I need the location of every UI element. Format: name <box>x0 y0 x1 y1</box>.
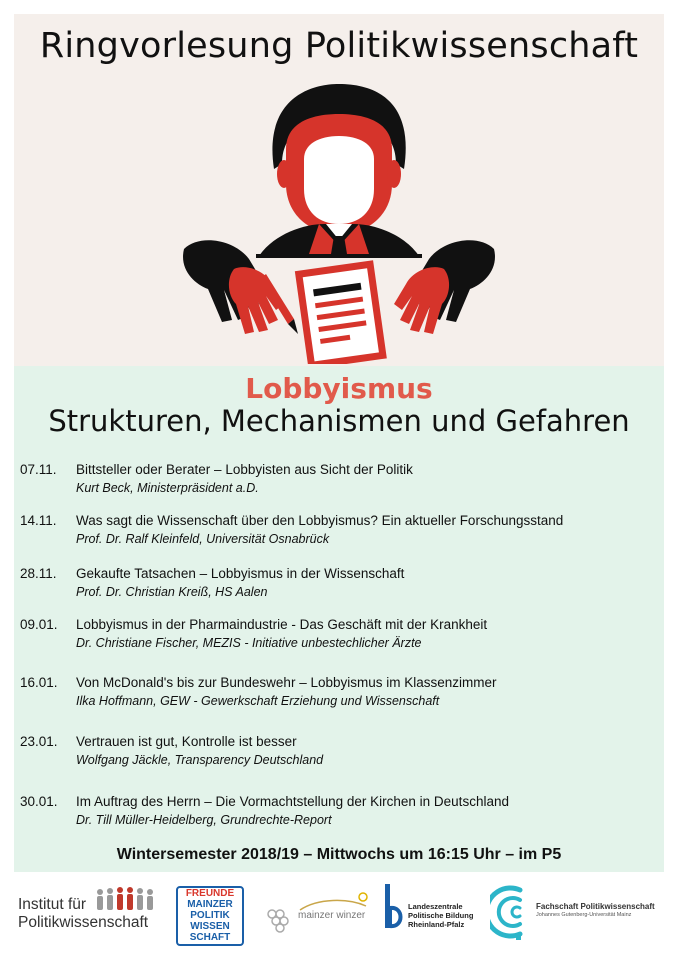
fachschaft-subtitle: Johannes Gutenberg-Universität Mainz <box>536 912 632 918</box>
institut-logo <box>18 886 168 936</box>
lecture-date: 30.01. <box>20 794 58 809</box>
lecture-speaker: Kurt Beck, Ministerpräsident a.D. <box>76 481 259 495</box>
fachschaft-mark-icon <box>490 882 536 942</box>
lecture-title: Bittsteller oder Berater – Lobbyisten aus Sicht der Politik <box>76 462 413 477</box>
lecture-speaker: Dr. Till Müller-Heidelberg, Grundrechte-Report <box>76 813 332 827</box>
topic-title: Lobbyismus <box>245 372 433 405</box>
document-icon <box>299 264 383 364</box>
winzer-logo <box>264 898 374 942</box>
winzer-text: mainzer winzer <box>298 910 366 921</box>
grape-icon <box>264 898 294 938</box>
lecture-date: 28.11. <box>20 566 57 581</box>
lecture-speaker: Prof. Dr. Ralf Kleinfeld, Universität Osnabrück <box>76 532 330 546</box>
lpb-line3: Rheinland-Pfalz <box>408 920 465 929</box>
fachschaft-logo <box>490 882 660 942</box>
sun-icon <box>358 892 368 902</box>
fachschaft-title: Fachschaft Politikwissenschaft <box>536 902 655 911</box>
face-mask <box>304 136 374 224</box>
lecture-speaker: Wolfgang Jäckle, Transparency Deutschland <box>76 753 324 767</box>
lpb-mark-icon <box>382 884 404 934</box>
freunde-logo: FREUNDE MAINZER POLITIK WISSEN SCHAFT <box>176 886 244 946</box>
lobbyist-illustration <box>164 64 514 364</box>
page-title: Ringvorlesung Politikwissenschaft <box>39 26 639 66</box>
ipw-line2: Politikwissenschaft <box>18 914 149 931</box>
lecture-date: 16.01. <box>20 675 58 690</box>
topic-subtitle: Strukturen, Mechanismen und Gefahren <box>48 404 630 438</box>
program-section <box>14 366 664 872</box>
lpb-line1: Landeszentrale <box>408 902 463 911</box>
lecture-speaker: Ilka Hoffmann, GEW - Gewerkschaft Erziehung und Wissenschaft <box>76 694 440 708</box>
ipw-line1: Institut für <box>18 896 87 913</box>
lecture-date: 09.01. <box>20 617 58 632</box>
lecture-date: 07.11. <box>20 462 57 477</box>
lecture-title: Im Auftrag des Herrn – Die Vormachtstellung der Kirchen in Deutschland <box>76 794 509 809</box>
lecture-title: Von McDonald's bis zur Bundeswehr – Lobbyismus im Klassenzimmer <box>76 675 497 690</box>
schedule-line: Wintersemester 2018/19 – Mittwochs um 16:15 Uhr – im P5 <box>116 846 562 863</box>
lpb-line2: Politische Bildung <box>408 911 474 920</box>
lecture-title: Was sagt die Wissenschaft über den Lobbyismus? Ein aktueller Forschungsstand <box>76 513 564 528</box>
lecture-date: 14.11. <box>20 513 57 528</box>
poster <box>14 14 664 946</box>
lecture-title: Vertrauen ist gut, Kontrolle ist besser <box>76 734 297 749</box>
header-section <box>14 14 664 366</box>
right-hand-red <box>394 267 449 334</box>
lecture-date: 23.01. <box>20 734 58 749</box>
lecture-speaker: Prof. Dr. Christian Kreiß, HS Aalen <box>76 585 268 599</box>
sponsor-logos <box>14 872 664 946</box>
landeszentrale-logo <box>382 884 492 942</box>
people-icon <box>94 886 158 916</box>
lecture-title: Gekaufte Tatsachen – Lobbyismus in der Wissenschaft <box>76 566 405 581</box>
lecture-title: Lobbyismus in der Pharmaindustrie - Das Geschäft mit der Krankheit <box>76 617 488 632</box>
lecture-speaker: Dr. Christiane Fischer, MEZIS - Initiative unbestechlicher Ärzte <box>76 636 422 650</box>
